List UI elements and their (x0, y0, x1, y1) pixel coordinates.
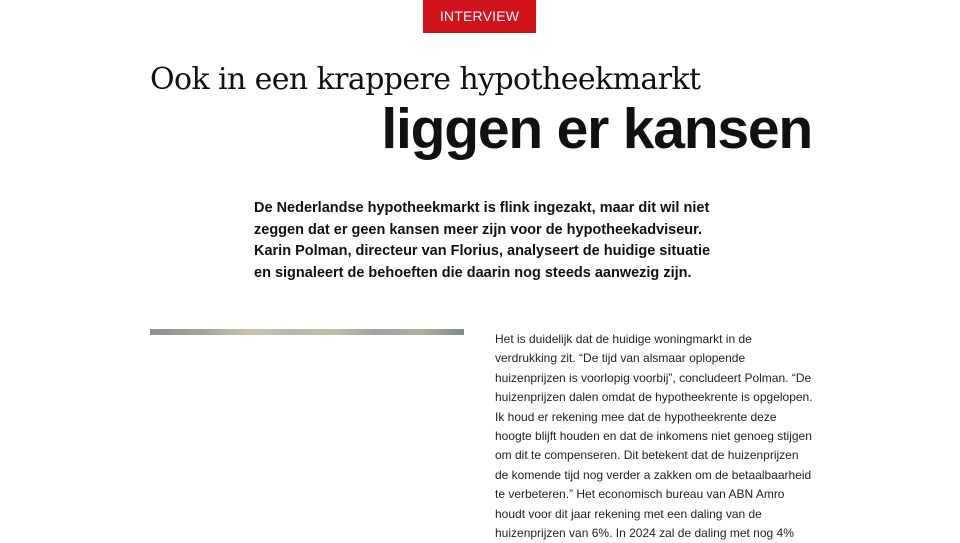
headline-line-1: Ook in een krappere hypotheekmarkt (150, 62, 701, 97)
section-badge: INTERVIEW (423, 0, 536, 33)
headline-line-2: liggen er kansen (381, 97, 812, 161)
body-paragraph: Het is duidelijk dat de huidige woningmarkt in de verdrukking zit. “De tijd van alsmaar oplopende huizenprijzen is voorlopig voorbij”, concludeert Polman. “De huizenprijzen dalen omdat de hypotheekrente is opgelopen. Ik houd er rekening mee dat de hypotheekrente deze hoogte blijft houden en dat de inkomens niet genoeg stijgen om dit te compenseren. Dit betekent dat de huizenprijzen de komende tijd nog verder a zakken om de betaalbaarheid te verbeteren.” Het economisch bureau van ABN Amro houdt voor dit jaar rekening met een daling van de huizenprijzen van 6%. In 2024 zal de daling met nog 4% (495, 332, 813, 541)
intro-paragraph: De Nederlandse hypotheekmarkt is flink ingezakt, maar dit wil niet zeggen dat er geen kansen meer zijn voor de hypotheekadviseur. Karin Polman, directeur van Florius, analyseert de huidige situatie en signaleert de behoeften die daarin nog steeds aanwezig zijn. (254, 200, 711, 281)
article-photo (150, 329, 464, 335)
